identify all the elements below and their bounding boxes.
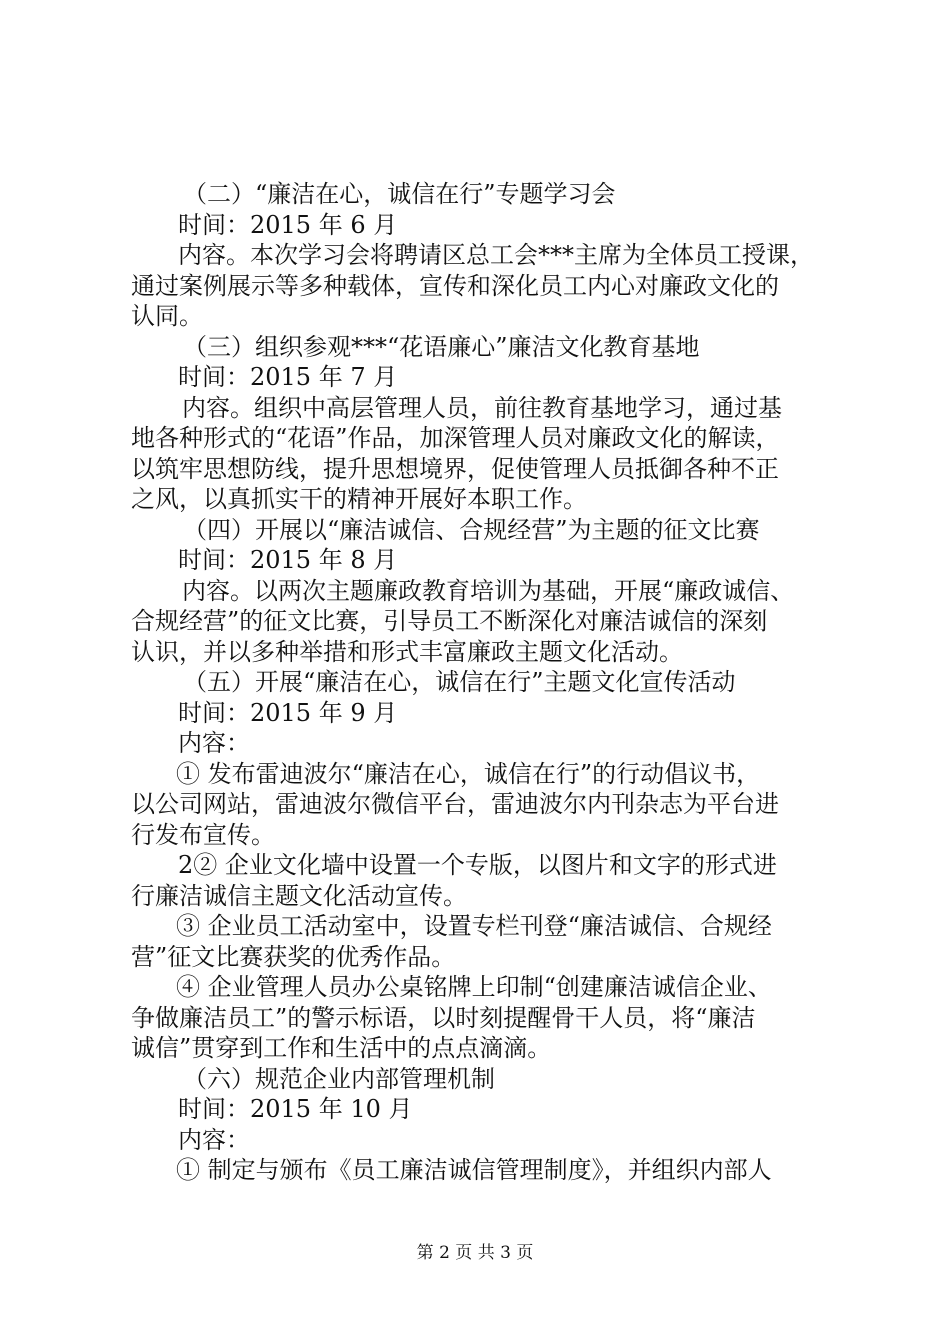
paragraph-line: 通过案例展示等多种载体，宣传和深化员工内心对廉政文化的 [131,272,779,300]
list-item-line: ③ 企业员工活动室中，设置专栏刊登“廉洁诚信、合规经 [176,912,772,940]
paragraph-line: 内容： [178,1126,250,1154]
paragraph-line: 诚信”贯穿到工作和生活中的点点滴滴。 [131,1034,552,1062]
list-item-line: ④ 企业管理人员办公桌铭牌上印制“创建廉洁诚信企业、 [176,973,772,1001]
section-heading-5: （五）开展“廉洁在心，诚信在行”主题文化宣传活动 [183,668,736,696]
list-item-line: 2② 企业文化墙中设置一个专版，以图片和文字的形式进 [178,851,777,879]
section-heading-6: （六）规范企业内部管理机制 [183,1065,495,1093]
paragraph-line: 争做廉洁员工”的警示标语，以时刻提醒骨干人员，将“廉洁 [131,1004,756,1032]
time-line: 时间：2015 年 8 月 [178,546,398,574]
paragraph-line: 内容。以两次主题廉政教育培训为基础，开展“廉政诚信、 [182,577,795,605]
time-line: 时间：2015 年 6 月 [178,211,398,239]
time-line: 时间：2015 年 9 月 [178,699,398,727]
paragraph-line: 认识，并以多种举措和形式丰富廉政主题文化活动。 [131,638,683,666]
paragraph-line: 以公司网站，雷迪波尔微信平台，雷迪波尔内刊杂志为平台进 [131,790,779,818]
paragraph-line: 内容。组织中高层管理人员，前往教育基地学习，通过基 [182,394,782,422]
list-item-line: ① 发布雷迪波尔“廉洁在心，诚信在行”的行动倡议书， [176,760,761,788]
paragraph-line: 营”征文比赛获奖的优秀作品。 [131,943,456,971]
paragraph-line: 合规经营”的征文比赛，引导员工不断深化对廉洁诚信的深刻 [131,607,768,635]
paragraph-line: 以筑牢思想防线，提升思想境界，促使管理人员抵御各种不正 [131,455,779,483]
list-item-line: ① 制定与颁布《员工廉洁诚信管理制度》，并组织内部人 [176,1156,772,1184]
paragraph-line: 内容： [178,729,250,757]
time-line: 时间：2015 年 7 月 [178,363,398,391]
paragraph-line: 认同。 [131,302,203,330]
time-line: 时间：2015 年 10 月 [178,1095,413,1123]
paragraph-line: 之风，以真抓实干的精神开展好本职工作。 [131,485,587,513]
paragraph-line: 地各种形式的“花语”作品，加深管理人员对廉政文化的解读， [131,424,780,452]
section-heading-2: （二）“廉洁在心，诚信在行”专题学习会 [183,180,616,208]
page-footer: 第 2 页 共 3 页 [416,1243,534,1263]
section-heading-4: （四）开展以“廉洁诚信、合规经营”为主题的征文比赛 [183,516,760,544]
paragraph-line: 内容。本次学习会将聘请区总工会***主席为全体员工授课， [178,241,814,269]
paragraph-line: 行廉洁诚信主题文化活动宣传。 [131,882,467,910]
paragraph-line: 行发布宣传。 [131,821,275,849]
section-heading-3: （三）组织参观***“花语廉心”廉洁文化教育基地 [183,333,700,361]
